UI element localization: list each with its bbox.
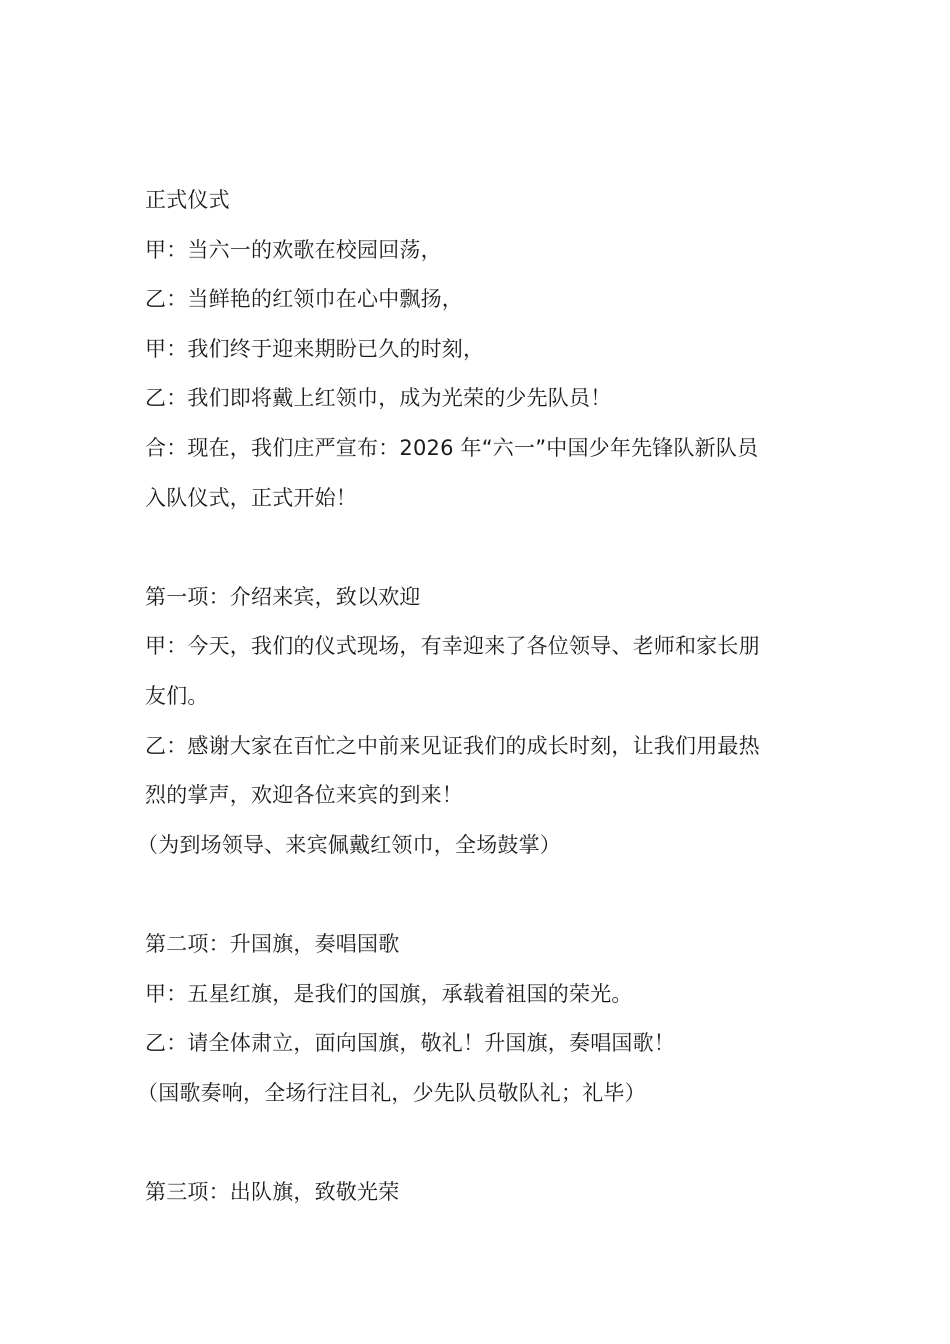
dialogue-line-continuation: 入队仪式，正式开始！ xyxy=(145,485,357,510)
dialogue-line: 甲：当六一的欢歌在校园回荡， xyxy=(145,237,442,262)
document-body xyxy=(137,176,810,1217)
stage-direction: （为到场领导、来宾佩戴红领巾，全场鼓掌） xyxy=(137,832,561,857)
dialogue-line: 乙：感谢大家在百忙之中前来见证我们的成长时刻，让我们用最热 xyxy=(145,733,760,758)
section-title: 第二项：升国旗，奏唱国歌 xyxy=(145,931,400,956)
dialogue-line-continuation: 烈的掌声，欢迎各位来宾的到来！ xyxy=(145,783,463,808)
section-title: 正式仪式 xyxy=(145,188,230,212)
section-title: 第三项：出队旗，致敬光荣 xyxy=(145,1179,400,1204)
blank-line xyxy=(145,870,810,920)
dialogue-line: 乙：请全体肃立，面向国旗，敬礼！升国旗，奏唱国歌！ xyxy=(145,1031,675,1056)
dialogue-line: 甲：五星红旗，是我们的国旗，承载着祖国的荣光。 xyxy=(145,981,633,1006)
dialogue-line: 甲：今天，我们的仪式现场，有幸迎来了各位领导、老师和家长朋 xyxy=(145,634,760,659)
dialogue-line-continuation: 友们。 xyxy=(145,683,209,708)
blank-line xyxy=(145,523,810,573)
dialogue-line: 乙：当鲜艳的红领巾在心中飘扬， xyxy=(145,287,463,312)
stage-direction: （国歌奏响，全场行注目礼，少先队员敬队礼；礼毕） xyxy=(137,1080,646,1105)
dialogue-line: 乙：我们即将戴上红领巾，成为光荣的少先队员！ xyxy=(145,386,612,411)
section-title: 第一项：介绍来宾，致以欢迎 xyxy=(145,584,421,609)
dialogue-line: 甲：我们终于迎来期盼已久的时刻， xyxy=(145,336,485,361)
blank-line xyxy=(145,1118,810,1168)
dialogue-line: 合：现在，我们庄严宣布：2026 年“六一”中国少年先锋队新队员 xyxy=(145,435,759,460)
